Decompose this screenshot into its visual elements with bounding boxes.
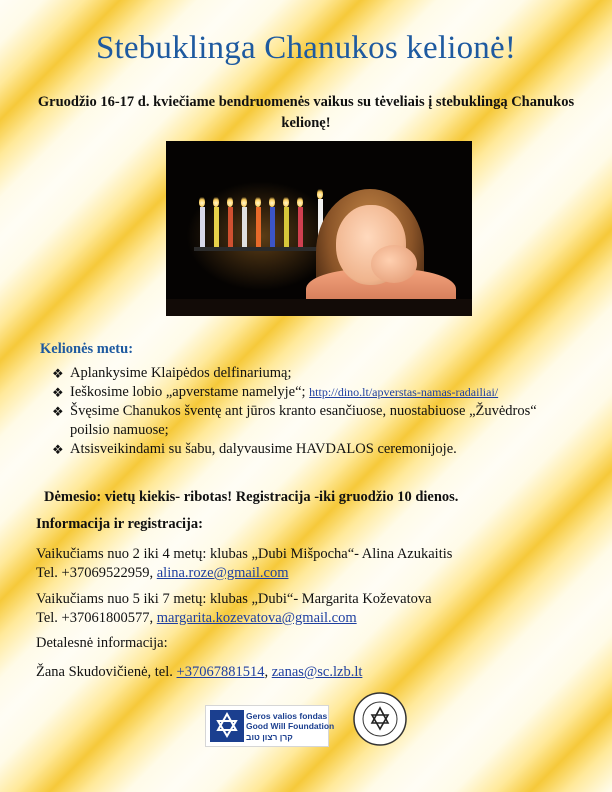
contact-block-2: Vaikučiams nuo 5 iki 7 metų: klubas „Dubi“- Margarita Koževatova Tel. +37061800577, margarita.kozevatova@gmail.com bbox=[36, 591, 432, 626]
list-item: ❖ Atsisveikindami su šabu, dalyvausime HAVDALOS ceremonijoje. bbox=[52, 441, 457, 457]
registration-notice: Dėmesio: vietų kiekis- ribotas! Registracija -iki gruodžio 10 dienos. bbox=[44, 489, 459, 505]
list-item: ❖ Aplankysime Klaipėdos delfinariumą; bbox=[52, 365, 292, 381]
treasure-house-link[interactable]: http://dino.lt/apverstas-namas-radailiai/ bbox=[309, 385, 499, 399]
trip-activities-list bbox=[52, 364, 572, 459]
email-link-alina[interactable]: alina.roze@gmail.com bbox=[156, 565, 289, 581]
jewish-community-seal-logo bbox=[352, 691, 408, 747]
diamond-bullet-icon: ❖ bbox=[52, 404, 64, 419]
info-heading: Informacija ir registracija: bbox=[36, 516, 203, 532]
contact-block-1: Vaikučiams nuo 2 iki 4 metų: klubas „Dubi Mišpocha“- Alina Azukaitis Tel. +37069522959, alina.roze@gmail.com bbox=[36, 546, 453, 581]
invitation-subtitle: Gruodžio 16-17 d. kviečiame bendruomenės vaikus su tėveliais į stebuklingą Chanukos kelionę! bbox=[37, 94, 575, 131]
good-will-foundation-logo: Geros valios fondas Good Will Foundation קרן רצון טוב bbox=[205, 705, 329, 747]
diamond-bullet-icon: ❖ bbox=[52, 366, 64, 381]
star-of-david-icon bbox=[210, 710, 244, 742]
list-item: ❖ Švęsime Chanukos šventę ant jūros kranto esančiuose, nuostabiuose „Žuvėdros“ poilsio namuose; bbox=[52, 403, 537, 438]
page-title: Stebuklinga Chanukos kelionė! bbox=[95, 30, 517, 66]
hanukkah-photo bbox=[166, 141, 472, 316]
contact-block-3: Žana Skudovičienė, tel. +37067881514, zanas@sc.lzb.lt bbox=[36, 664, 363, 680]
diamond-bullet-icon: ❖ bbox=[52, 442, 64, 457]
details-label: Detalesnė informacija: bbox=[36, 635, 168, 651]
list-item: ❖ Ieškosime lobio „apverstame namelyje“; http://dino.lt/apverstas-namas-radailiai/ bbox=[52, 384, 499, 400]
section-heading: Kelionės metu: bbox=[40, 341, 134, 357]
community-seal-icon bbox=[352, 691, 408, 747]
diamond-bullet-icon: ❖ bbox=[52, 385, 64, 400]
email-link-zana[interactable]: zanas@sc.lzb.lt bbox=[271, 664, 363, 680]
phone-link-zana[interactable]: +37067881514 bbox=[176, 664, 265, 680]
email-link-margarita[interactable]: margarita.kozevatova@gmail.com bbox=[156, 610, 357, 626]
